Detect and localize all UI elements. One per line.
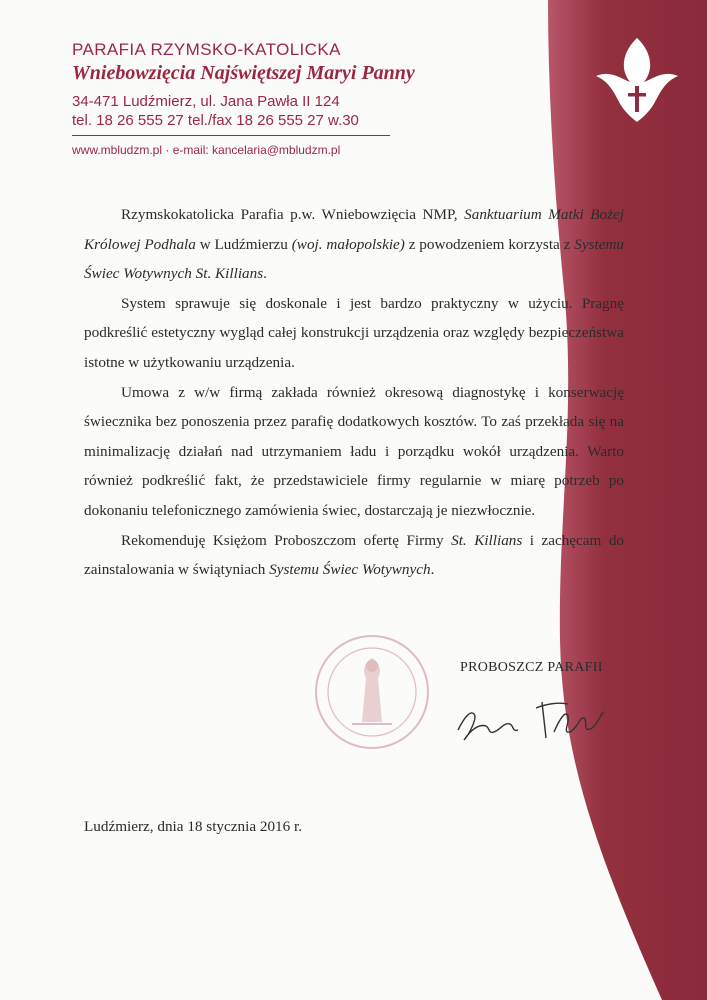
paragraph-2: System sprawuje się doskonale i jest bardzo praktyczny w użyciu. Pragnę podkreślić estetyczny wygląd całej konstrukcji urządzenia oraz względy bezpieczeństwa istotne w użytkowaniu urządzenia. <box>84 294 624 371</box>
paragraph-4: Rekomenduję Księżom Proboszczom ofertę Firmy St. Killians i zachęcam do zainstalowania w świątyniach Systemu Świec Wotywnych. <box>84 531 625 579</box>
parish-address: 34-471 Ludźmierz, ul. Jana Pawła II 124 <box>72 93 340 110</box>
signature-title: PROBOSZCZ PARAFII <box>460 660 603 675</box>
parish-seal-icon <box>312 632 432 752</box>
email-link[interactable]: e-mail: kancelaria@mbludzm.pl <box>172 143 341 157</box>
letterhead <box>72 40 432 158</box>
parish-dedication: Wniebowzięcia Najświętszej Maryi Panny <box>72 62 415 84</box>
contact-line <box>72 142 432 158</box>
handwritten-signature-icon <box>450 688 610 748</box>
website-link[interactable]: www.mbludzm.pl <box>72 143 163 157</box>
contact-separator: · <box>162 143 173 157</box>
letterhead-divider <box>72 135 390 136</box>
letter-body <box>84 200 624 585</box>
date-line: Ludźmierz, dnia 18 stycznia 2016 r. <box>84 818 303 835</box>
parish-phone: tel. 18 26 555 27 tel./fax 18 26 555 27 w.30 <box>72 112 359 129</box>
paragraph-3: Umowa z w/w firmą zakłada również okresową diagnostykę i konserwację świecznika bez ponoszenia przez parafię dodatkowych kosztów. To zaś przekłada się na minimalizację działań nad utrzymaniem ładu i porządku wokół urządzenia. Warto również podkreślić fakt, że przedstawiciele firmy regularnie w miarę potrzeb po dokonaniu telefonicznego zamówienia świec, dostarczają je niezwłocznie. <box>84 383 624 519</box>
fleur-de-lis-with-cross-icon <box>582 30 692 140</box>
parish-name: PARAFIA RZYMSKO-KATOLICKA <box>72 40 341 59</box>
paragraph-1: Rzymskokatolicka Parafia p.w. Wniebowzięcia NMP, Sanktuarium Matki Bożej Królowej Podhala w Ludźmierzu (woj. małopolskie) z powodzeniem korzysta z Systemu Świec Wotywnych St. Killians. <box>84 206 625 283</box>
